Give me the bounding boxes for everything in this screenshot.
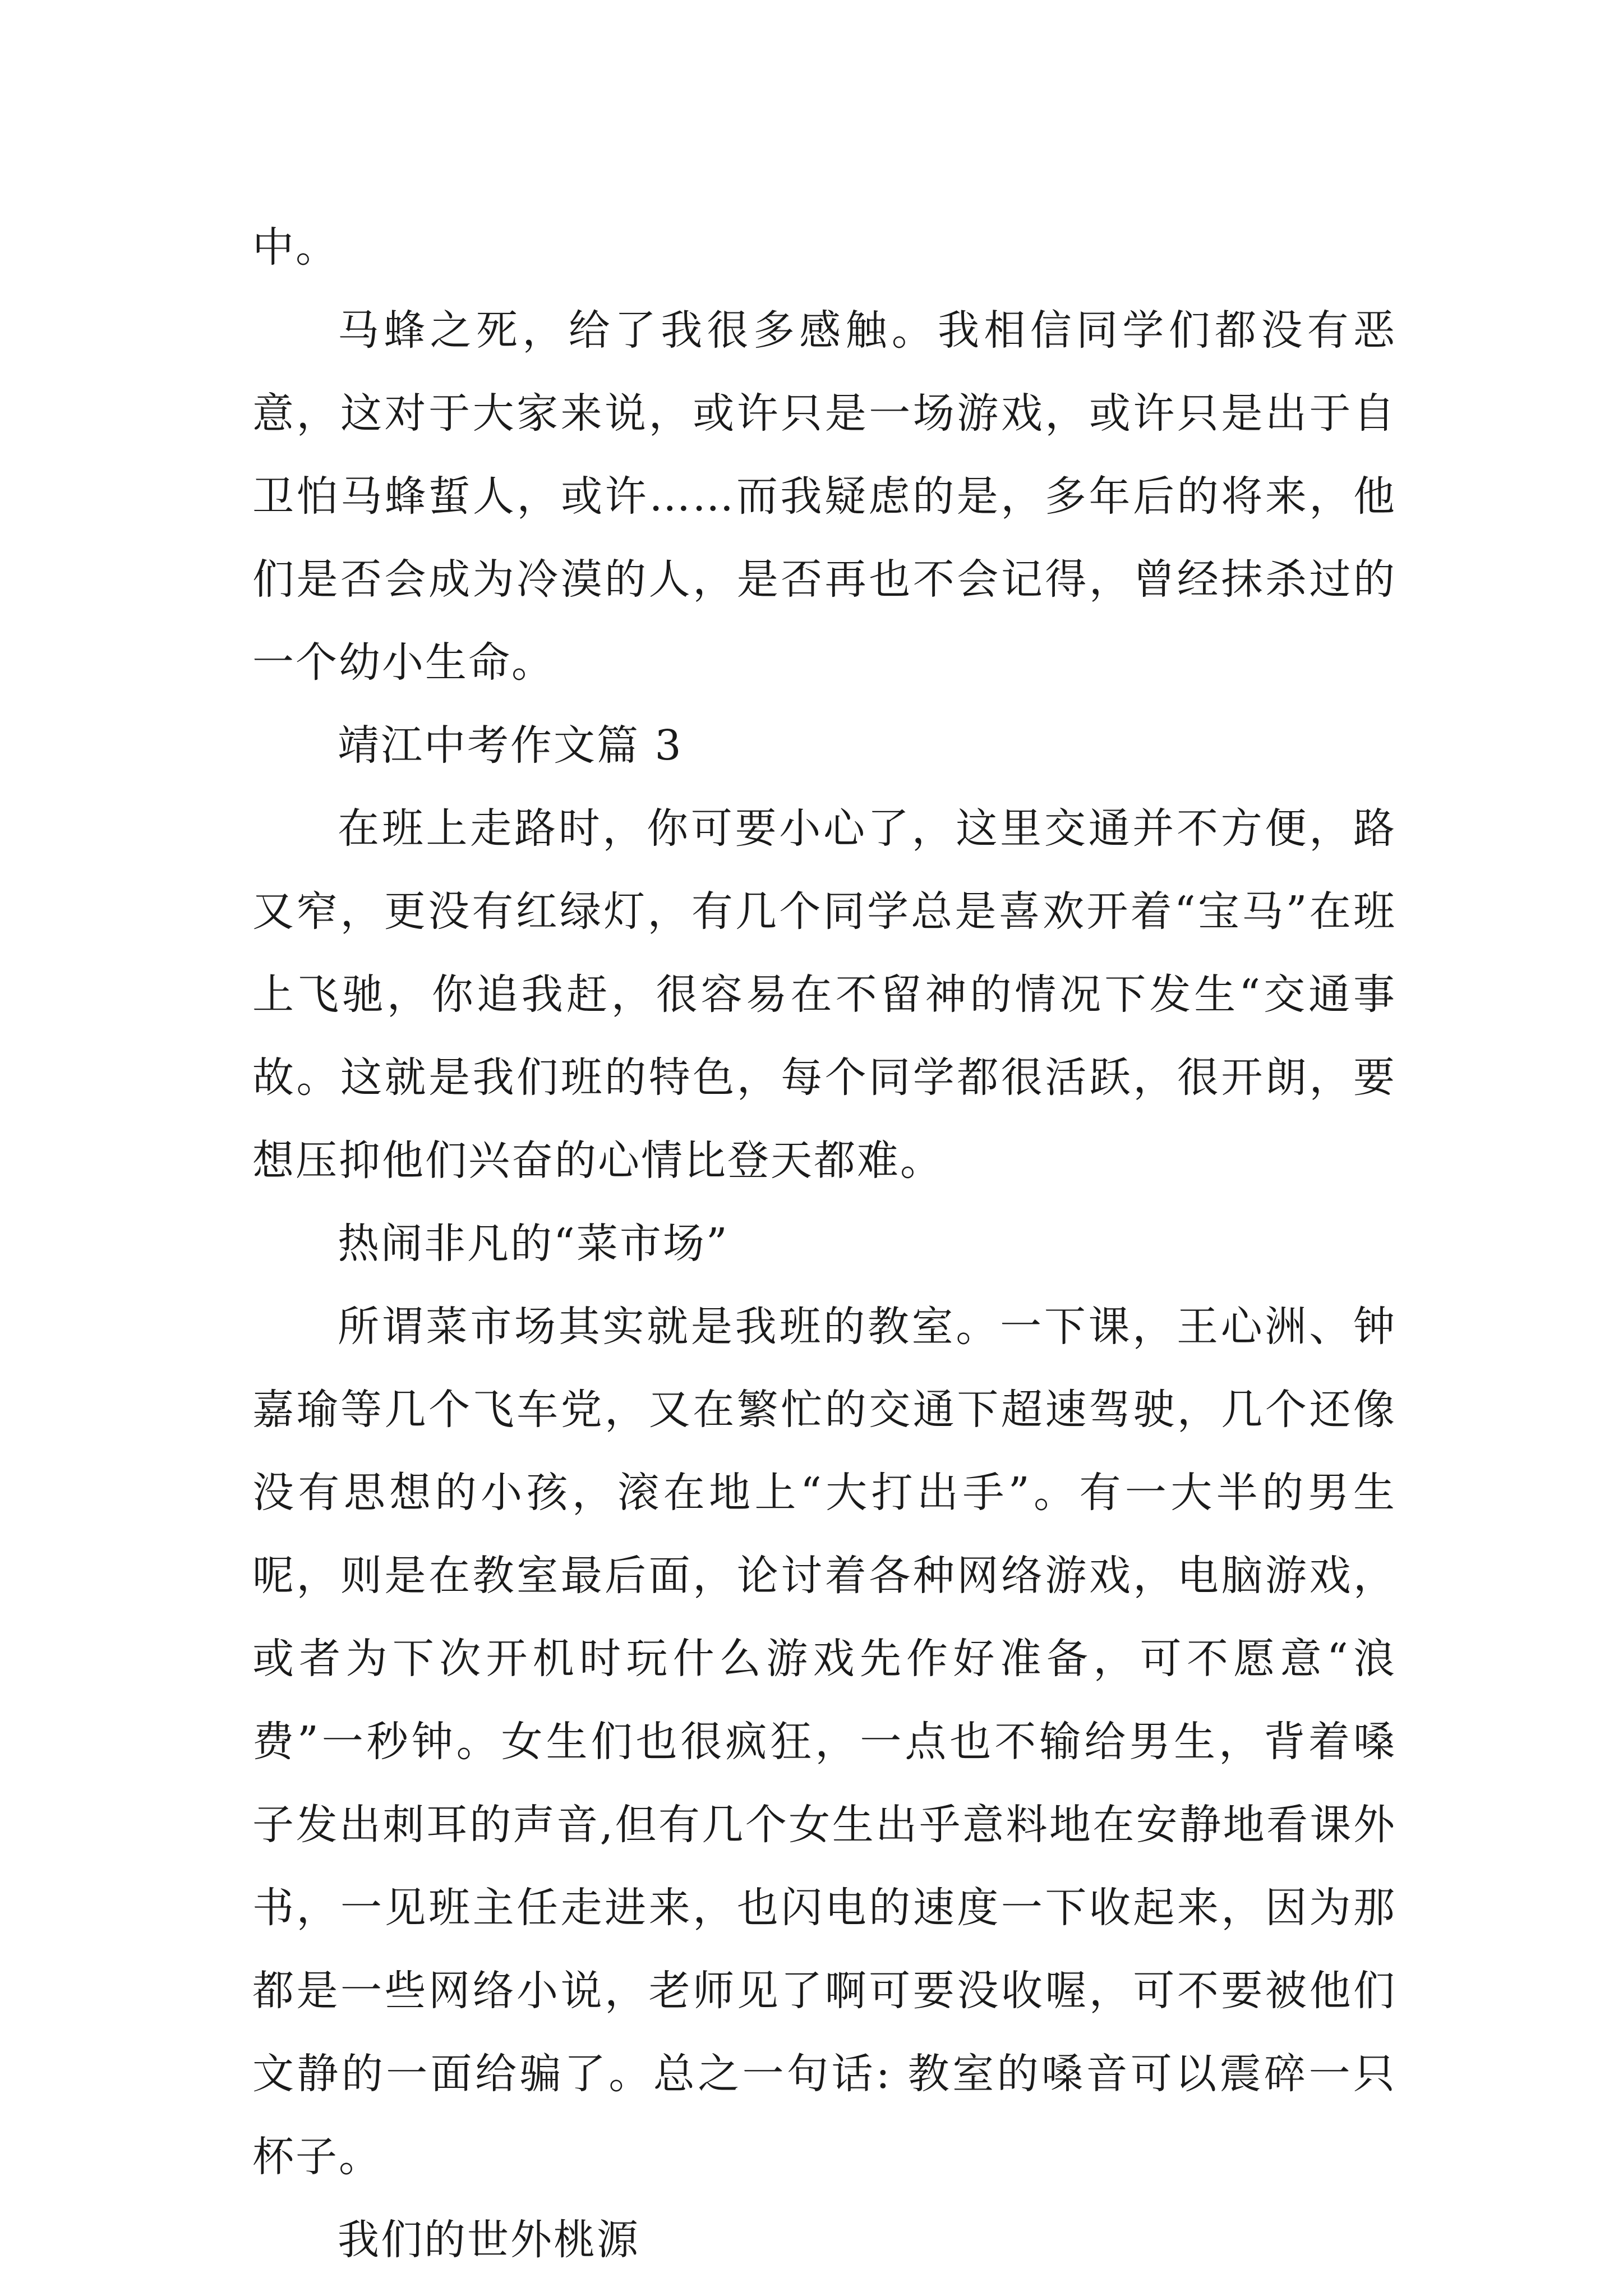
essay-section-title: 靖江中考作文篇 3 — [338, 721, 683, 770]
paragraph-hornet-death: 马蜂之死，给了我很多感触。我相信同学们都没有恶意，这对于大家来说，或许只是一场游戏，或许只是出于自卫怕马蜂蜇人，或许……而我疑虑的是，多年后的将来，他们是否会成为冷漠的人，是否再也不会记得，曾经抹杀过的一个幼小生命。 — [252, 306, 1396, 687]
subheading-vegetable-market: 热闹非凡的“菜市场” — [338, 1220, 729, 1268]
subheading-paradise: 我们的世外桃源 — [338, 2216, 640, 2264]
paragraph-classroom-market: 所谓菜市场其实就是我班的教室。一下课，王心洲、钟嘉瑜等几个飞车党，又在繁忙的交通下超速驾驶，几个还像没有思想的小孩，滚在地上“大打出手”。有一大半的男生呢，则是在教室最后面，论讨着各种网络游戏，电脑游戏，或者为下次开机时玩什么游戏先作好准备，可不愿意“浪费”一秒钟。女生们也很疯狂，一点也不输给男生，背着嗓子发出刺耳的声音,但有几个女生出乎意料地在安静地看课外书，一见班主任走进来，也闪电的速度一下收起来，因为那都是一些网络小说，老师见了啊可要没收喔，可不要被他们文静的一面给骗了。总之一句话: 教室的嗓音可以震碎一只杯子。 — [252, 1303, 1396, 2181]
paragraph-continuation: 中。 — [252, 223, 339, 272]
paragraph-class-traffic: 在班上走路时，你可要小心了，这里交通并不方便，路又窄，更没有红绿灯，有几个同学总是喜欢开着“宝马”在班上飞驰，你追我赶，很容易在不留神的情况下发生“交通事故。这就是我们班的特色，每个同学都很活跃，很开朗，要想压抑他们兴奋的心情比登天都难。 — [252, 804, 1396, 1185]
document-body — [252, 206, 1396, 2281]
